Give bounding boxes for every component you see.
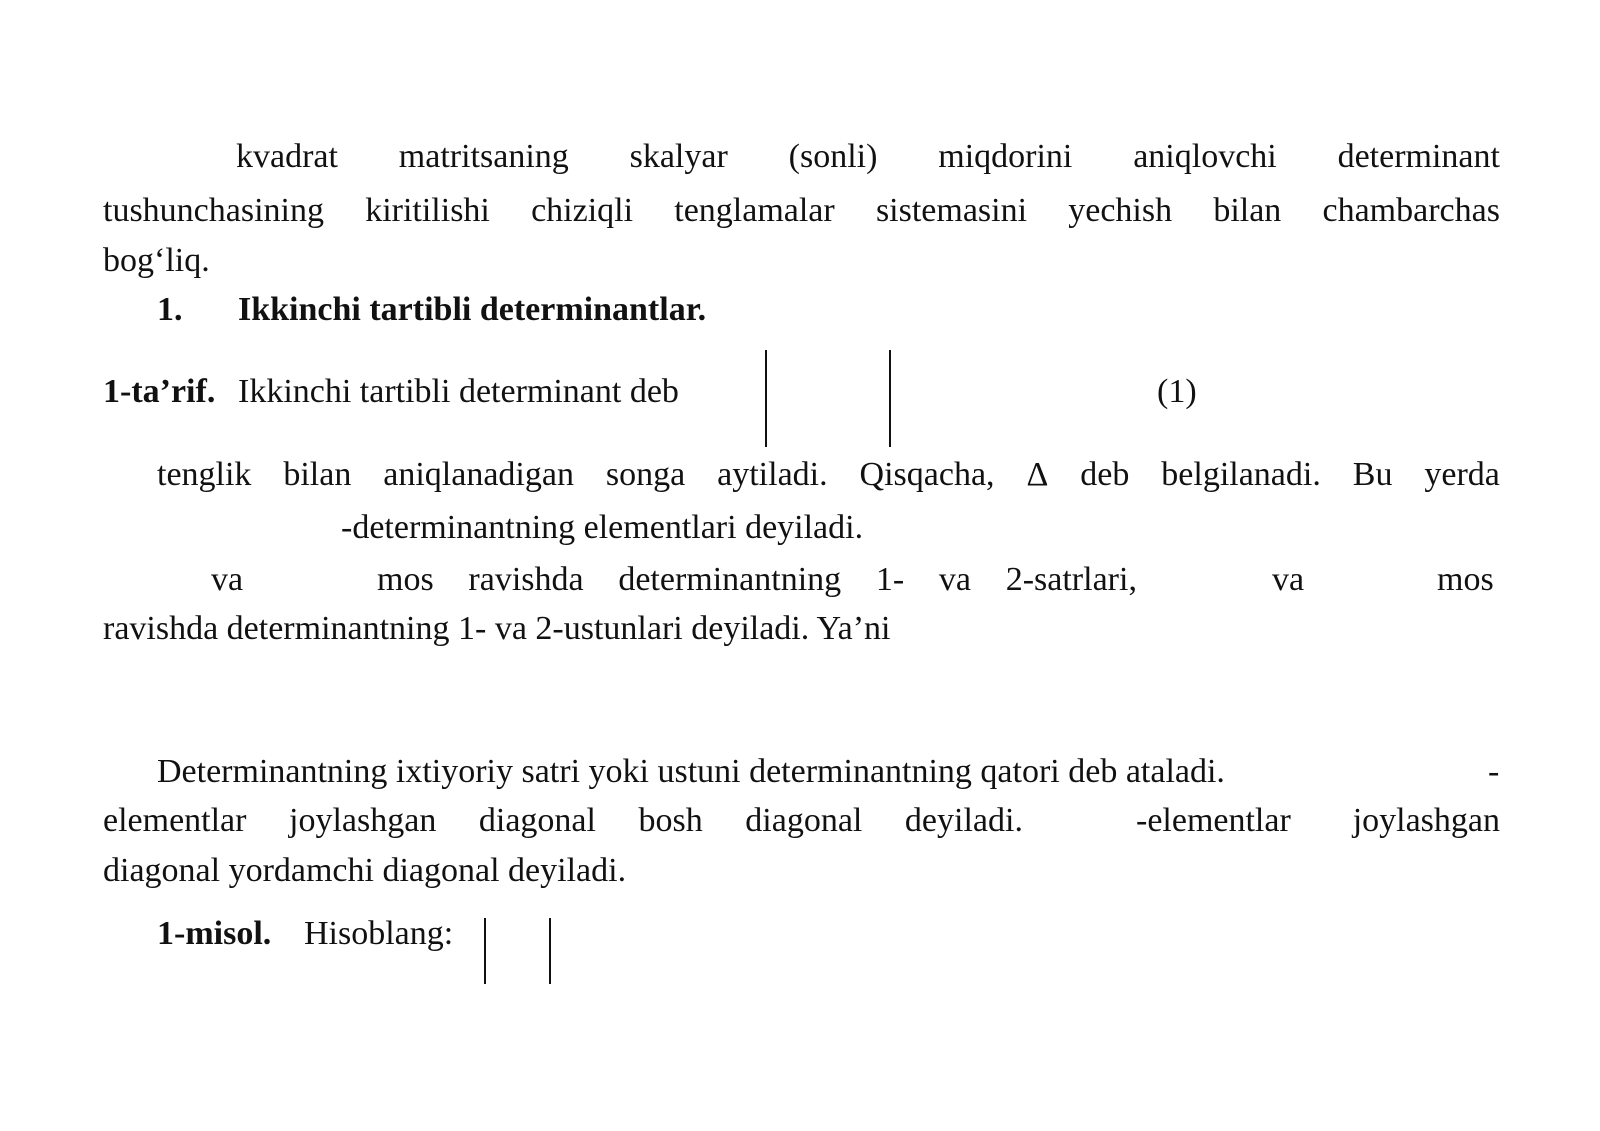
equation-number: (1)	[1157, 373, 1197, 410]
paragraph2-line3-mos: mos	[1437, 561, 1494, 598]
word: yerda	[1424, 456, 1500, 493]
word: kvadrat	[236, 138, 338, 175]
example-determinant-bar-right	[549, 918, 551, 984]
word: diagonal	[745, 802, 863, 839]
word: skalyar	[629, 138, 728, 175]
word: songa	[605, 456, 686, 493]
paragraph2-line1	[157, 455, 1500, 495]
word: tenglamalar	[674, 192, 835, 229]
example-determinant-bar-left	[484, 918, 486, 984]
word: 1-	[875, 561, 905, 598]
word: deyiladi.	[904, 802, 1023, 839]
word: belgilanadi.	[1161, 456, 1321, 493]
example-label: 1-misol.	[157, 915, 272, 952]
paragraph2-line3-va2: va	[1272, 561, 1305, 598]
paragraph3-line1-dash: -	[1488, 753, 1500, 790]
paragraph2-line3-va: va	[211, 561, 244, 598]
word: yechish	[1068, 192, 1173, 229]
paragraph2-line2: -determinantning elementlari deyiladi.	[341, 509, 864, 546]
definition-label: 1-ta’rif.	[103, 373, 216, 410]
word: bosh	[638, 802, 703, 839]
word: -elementlar	[1136, 802, 1291, 839]
paragraph2-line3-mid	[377, 560, 1137, 600]
word: determinant	[1337, 138, 1500, 175]
word: (sonli)	[788, 138, 878, 175]
word: Qisqacha,	[859, 456, 995, 493]
word: Δ	[1026, 456, 1049, 493]
word: determinantning	[618, 561, 842, 598]
word: kiritilishi	[365, 192, 490, 229]
example-text: Hisoblang:	[304, 915, 454, 952]
word: bilan	[283, 456, 352, 493]
word: matritsaning	[398, 138, 569, 175]
word: bilan	[1213, 192, 1282, 229]
word: chambarchas	[1322, 192, 1500, 229]
paragraph2-line4: ravishda determinantning 1- va 2-ustunlari deyiladi. Ya’ni	[103, 610, 891, 647]
word: 2-satrlari,	[1005, 561, 1137, 598]
word: tenglik	[157, 456, 252, 493]
paragraph1-line1	[236, 137, 1500, 177]
word: mos	[377, 561, 434, 598]
word: Bu	[1352, 456, 1393, 493]
word: miqdorini	[938, 138, 1073, 175]
word: va	[938, 561, 971, 598]
section-number: 1.	[157, 291, 183, 328]
word: chiziqli	[531, 192, 634, 229]
word: ravishda	[468, 561, 584, 598]
definition-text: Ikkinchi tartibli determinant deb	[238, 373, 679, 410]
word: diagonal	[478, 802, 596, 839]
determinant-bar-left	[765, 350, 767, 447]
paragraph1-line2	[103, 191, 1500, 231]
paragraph3-line1: Determinantning ixtiyoriy satri yoki ustuni determinantning qatori deb ataladi.	[157, 753, 1225, 790]
word: aniqlanadigan	[383, 456, 574, 493]
paragraph1-line3: bog‘liq.	[103, 242, 210, 279]
word: joylashgan	[1352, 802, 1500, 839]
word: deb	[1080, 456, 1130, 493]
word: aytiladi.	[717, 456, 828, 493]
word: joylashgan	[289, 802, 437, 839]
word: aniqlovchi	[1133, 138, 1277, 175]
paragraph3-line2-right	[1136, 801, 1500, 841]
determinant-bar-right	[889, 350, 891, 447]
paragraph3-line2-left	[103, 801, 1023, 841]
word: sistemasini	[875, 192, 1028, 229]
word: elementlar	[103, 802, 247, 839]
paragraph3-line3: diagonal yordamchi diagonal deyiladi.	[103, 852, 627, 889]
section-title: Ikkinchi tartibli determinantlar.	[238, 291, 707, 328]
word: tushunchasining	[103, 192, 324, 229]
